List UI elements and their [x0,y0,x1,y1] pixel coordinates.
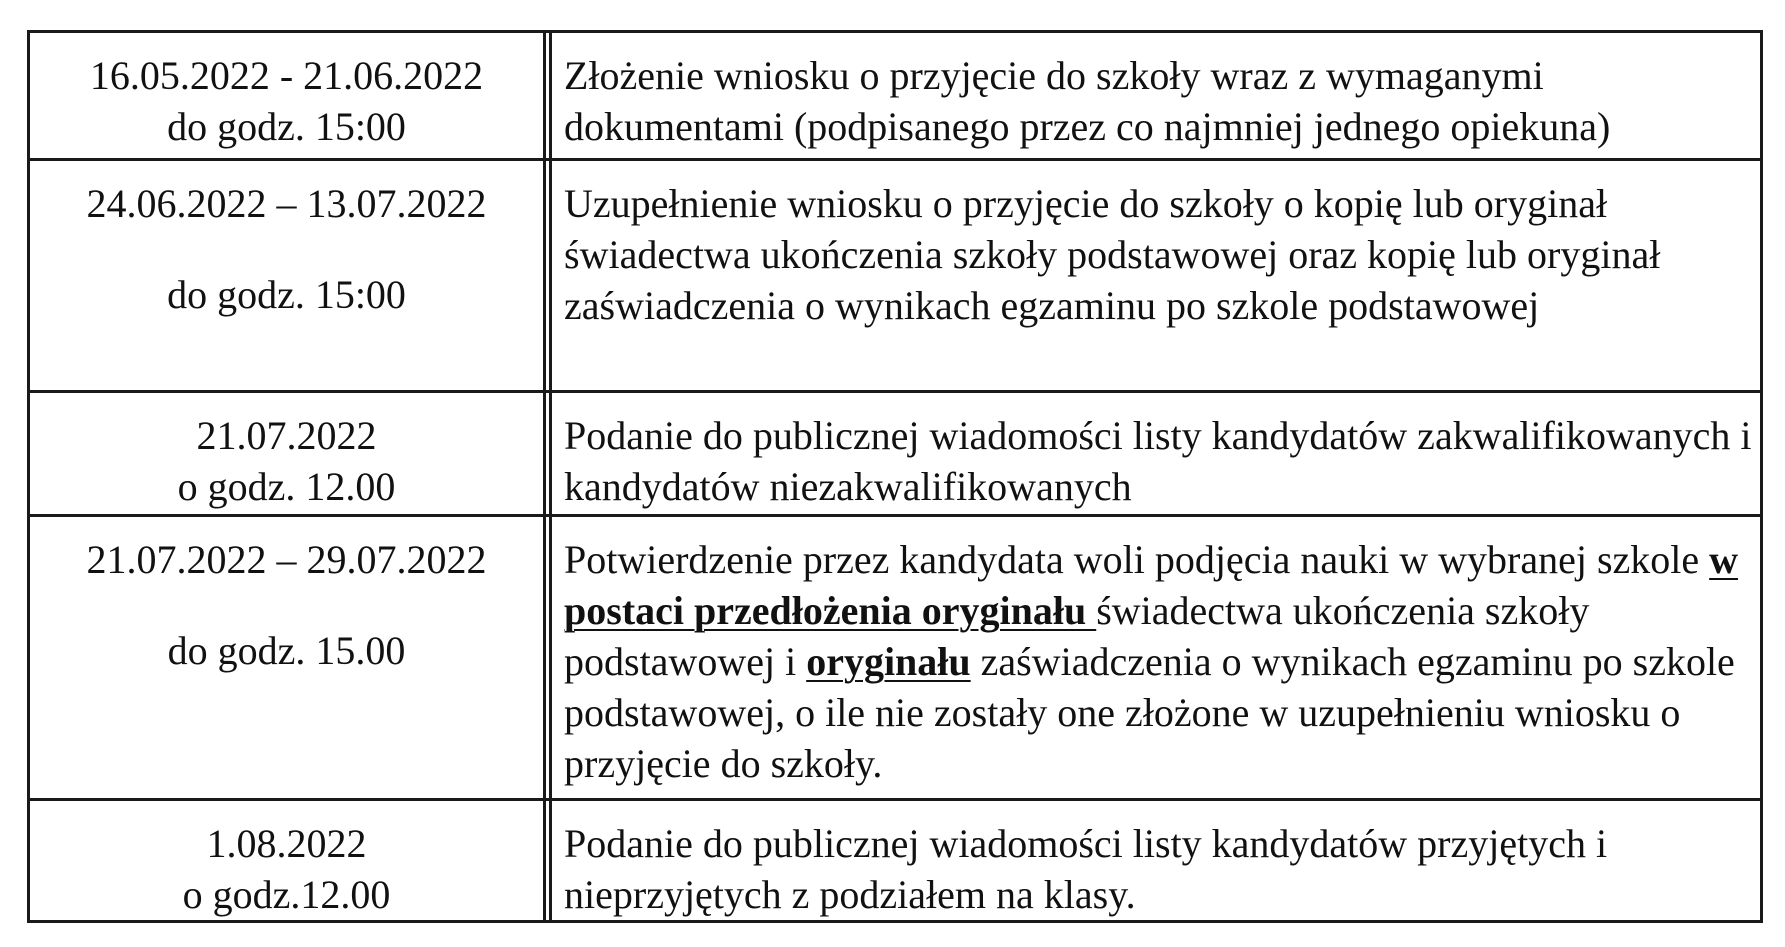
description-text-part: Potwierdzenie przez kandydata woli podjęcia nauki w wybranej szkole [564,537,1710,582]
description-text: Podanie do publicznej wiadomości listy kandydatów zakwalifikowanych i kandydatów niezakwalifikowanych [564,413,1752,509]
table-row [27,390,1763,514]
date: 21.07.2022 [196,413,377,458]
date: 1.08.2022 [206,821,367,866]
date-cell [27,390,543,514]
emphasized-text: oryginału [806,639,971,684]
description-text: Złożenie wniosku o przyjęcie do szkoły wraz z wymaganymi dokumentami (podpisanego przez co najmniej jednego opiekuna) [564,53,1611,149]
description-cell [543,798,1763,923]
time: o godz.12.00 [182,872,391,917]
description-cell [543,514,1763,798]
description-text-part: świadectwa ukończenia szkoły podstawowej i [564,588,1590,684]
description-text-part: zaświadczenia o wynikach egzaminu po szkole podstawowej, o ile nie zostały one złożone w uzupełnieniu wniosku o przyjęcie do szkoły. [564,639,1735,786]
table-row [27,798,1763,923]
deadline-time: do godz. 15:00 [167,272,406,317]
date-range: 16.05.2022 - 21.06.2022 [89,53,484,98]
time: o godz. 12.00 [177,464,396,509]
table-row [27,30,1763,158]
deadline-time: do godz. 15.00 [167,628,406,673]
description-cell [543,30,1763,158]
description-text: Uzupełnienie wniosku o przyjęcie do szkoły o kopię lub oryginał świadectwa ukończenia szkoły podstawowej oraz kopię lub oryginał zaświadczenia o wynikach egzaminu po szkole podstawowej [564,181,1661,328]
date-cell [27,158,543,390]
date-cell [27,798,543,923]
description-text: Podanie do publicznej wiadomości listy kandydatów przyjętych i nieprzyjętych z podziałem na klasy. [564,821,1608,917]
table-row [27,158,1763,390]
description-cell [543,158,1763,390]
date-range: 24.06.2022 – 13.07.2022 [86,181,487,226]
date-cell [27,30,543,158]
table-row [27,514,1763,798]
recruitment-schedule-table [27,30,1763,923]
description-cell [543,390,1763,514]
emphasized-text: w postaci przedłożenia oryginału [564,537,1739,633]
date-cell [27,514,543,798]
date-range: 21.07.2022 – 29.07.2022 [86,537,487,582]
deadline-time: do godz. 15:00 [167,104,406,149]
